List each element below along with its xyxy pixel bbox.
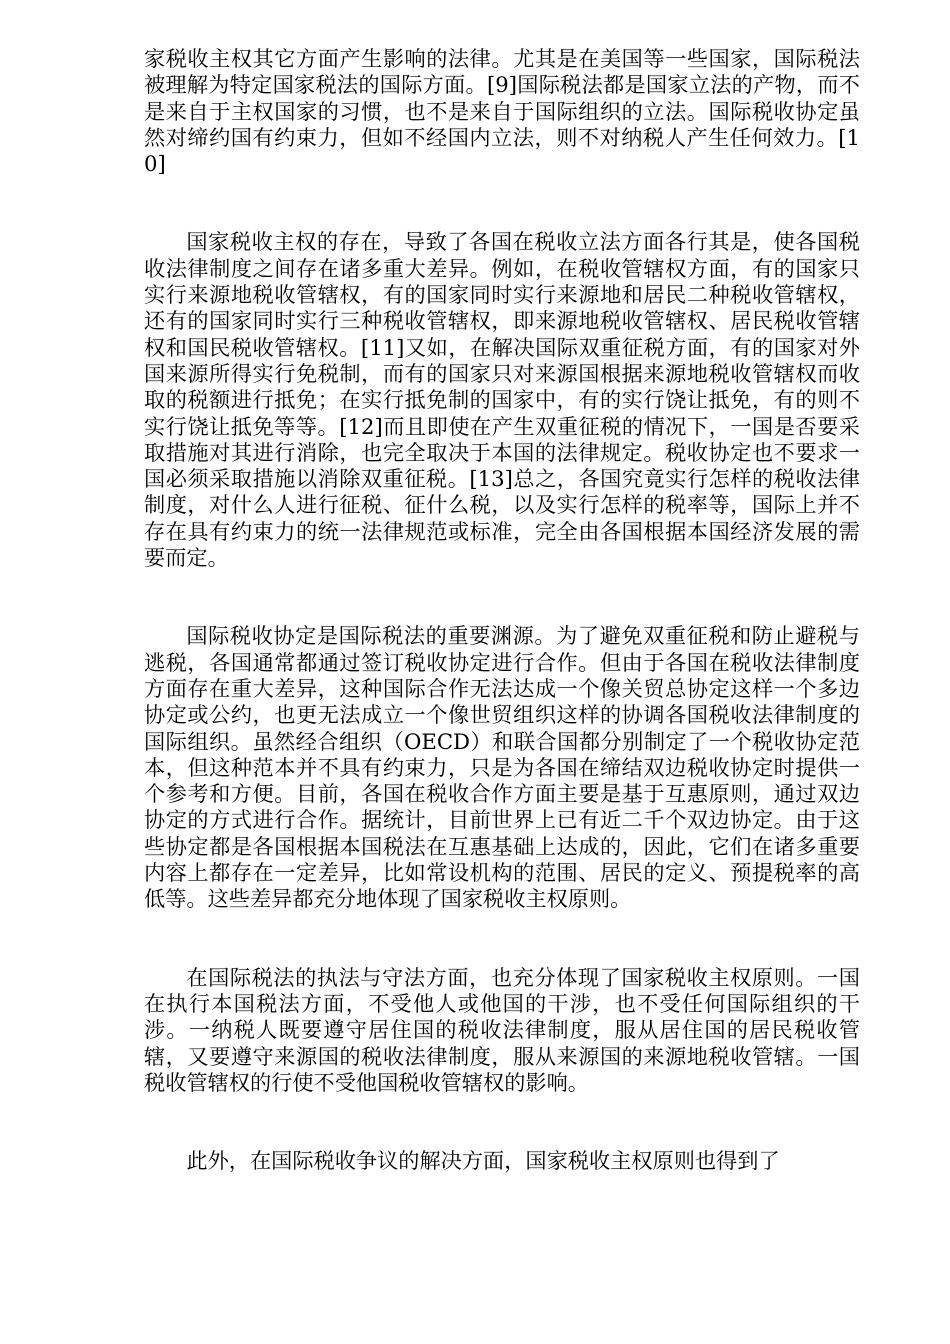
- paragraph-2: 国家税收主权的存在，导致了各国在税收立法方面各行其是，使各国税收法律制度之间存在诸多重大差异。例如，在税收管辖权方面，有的国家只实行来源地税收管辖权，有的国家同时实行来源地和居民二种税收管辖权，还有的国家同时实行三种税收管辖权，即来源地税收管辖权、居民税收管辖权和国民税收管辖权。[11]又如，在解决国际双重征税方面，有的国家对外国来源所得实行免税制，而有的国家只对来源国根据来源地税收管辖权而收取的税额进行抵免；在实行抵免制的国家中，有的实行饶让抵免，有的则不实行饶让抵免等等。[12]而且即使在产生双重征税的情况下，一国是否要采取措施对其进行消除，也完全取决于本国的法律规定。税收协定也不要求一国必须采取措施以消除双重征税。[13]总之，各国究竟实行怎样的税收法律制度，对什么人进行征税、征什么税，以及实行怎样的税率等，国际上并不存在具有约束力的统一法律规范或标准，完全由各国根据本国经济发展的需要而定。: [144, 229, 860, 571]
- paragraph-spacer: [144, 177, 860, 229]
- paragraph-3: 国际税收协定是国际税法的重要渊源。为了避免双重征税和防止避税与逃税，各国通常都通过签订税收协定进行合作。但由于各国在税收法律制度方面存在重大差异，这种国际合作无法达成一个像关贸总协定这样一个多边协定或公约，也更无法成立一个像世贸组织这样的协调各国税收法律制度的国际组织。虽然经合组织（OECD）和联合国都分别制定了一个税收协定范本，但这种范本并不具有约束力，只是为各国在缔结双边税收协定时提供一个参考和方便。目前，各国在税收合作方面主要是基于互惠原则，通过双边协定的方式进行合作。据统计，目前世界上已有近二千个双边协定。由于这些协定都是各国根据本国税法在互惠基础上达成的，因此，它们在诸多重要内容上都存在一定差异，比如常设机构的范围、居民的定义、预提税率的高低等。这些差异都充分地体现了国家税收主权原则。: [144, 623, 860, 912]
- paragraph-5: 此外，在国际税收争议的解决方面，国家税收主权原则也得到了: [186, 1148, 780, 1174]
- paragraph-spacer: [144, 1096, 860, 1148]
- paragraph-1: 家税收主权其它方面产生影响的法律。尤其是在美国等一些国家，国际税法被理解为特定国家税法的国际方面。[9]国际税法都是国家立法的产物，而不是来自于主权国家的习惯，也不是来自于国际组织的立法。国际税收协定虽然对缔约国有约束力，但如不经国内立法，则不对纳税人产生任何效力。[10]: [144, 46, 860, 177]
- paragraph-spacer: [144, 571, 860, 623]
- paragraph-4: 在国际税法的执法与守法方面，也充分体现了国家税收主权原则。一国在执行本国税法方面，不受他人或他国的干涉，也不受任何国际组织的干涉。一纳税人既要遵守居住国的税收法律制度，服从居住国的居民税收管辖，又要遵守来源国的税收法律制度，服从来源国的来源地税收管辖。一国税收管辖权的行使不受他国税收管辖权的影响。: [144, 964, 860, 1095]
- document-page: [144, 46, 860, 1174]
- paragraph-spacer: [144, 913, 860, 965]
